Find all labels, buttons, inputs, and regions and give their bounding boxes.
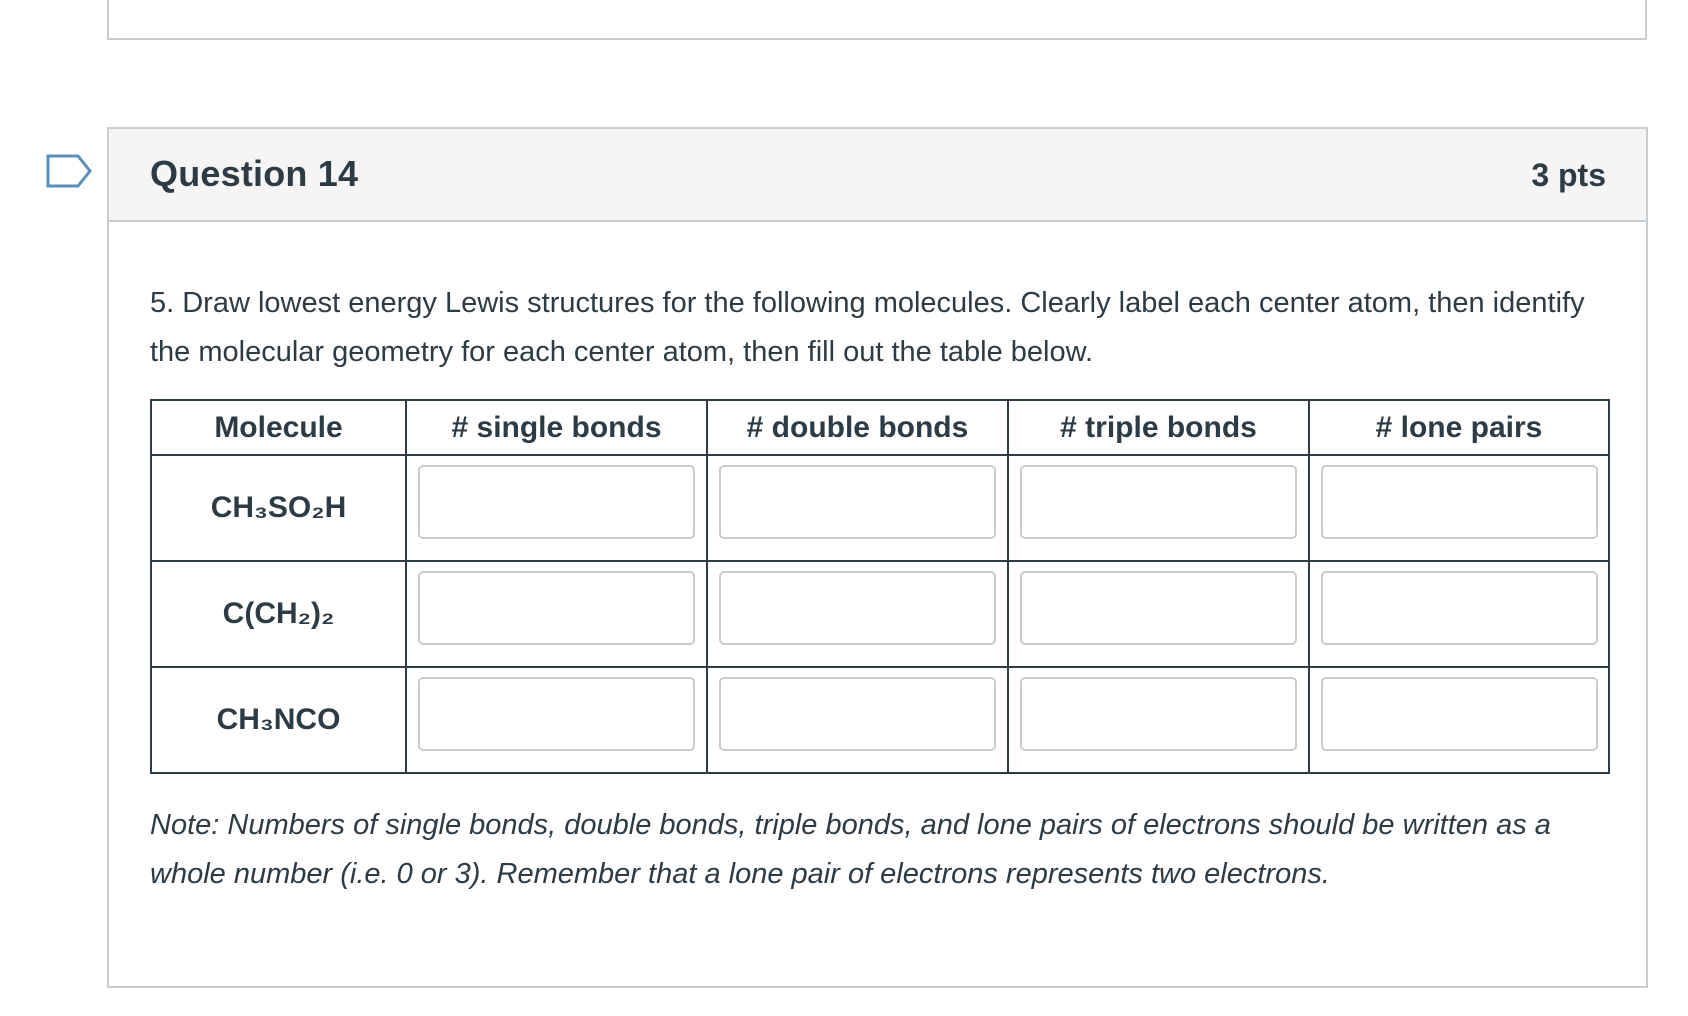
double-bonds-input[interactable]	[719, 677, 996, 751]
table-row	[151, 667, 1609, 773]
triple-bonds-cell	[1008, 667, 1309, 773]
question-points: 3 pts	[1531, 157, 1606, 193]
question-note: Note: Numbers of single bonds, double bonds, triple bonds, and lone pairs of electrons should be written as a whole number (i.e. 0 or 3). Remember that a lone pair of electrons represents two electrons.	[150, 809, 1551, 890]
lone-pairs-input[interactable]	[1321, 677, 1598, 751]
double-bonds-input[interactable]	[719, 571, 996, 645]
previous-question-box	[107, 0, 1647, 40]
molecule-cell: CH₃NCO	[151, 667, 406, 773]
header-molecule: Molecule	[151, 400, 406, 455]
lone-pairs-input[interactable]	[1321, 571, 1598, 645]
question-prompt: 5. Draw lowest energy Lewis structures for the following molecules. Clearly label each center atom, then identify the molecular geometry for each center atom, then fill out the table below.	[150, 287, 1585, 368]
single-bonds-cell	[406, 561, 707, 667]
lone-pairs-cell	[1309, 455, 1609, 561]
single-bonds-cell	[406, 455, 707, 561]
table-row	[151, 561, 1609, 667]
molecule-cell: CH₃SO₂H	[151, 455, 406, 561]
single-bonds-input[interactable]	[418, 571, 695, 645]
lone-pairs-cell	[1309, 561, 1609, 667]
double-bonds-input[interactable]	[719, 465, 996, 539]
answer-table	[150, 399, 1610, 774]
molecule-cell: C(CH₂)₂	[151, 561, 406, 667]
question-title: Question 14	[150, 153, 359, 194]
triple-bonds-input[interactable]	[1020, 571, 1297, 645]
header-lone-pairs: # lone pairs	[1309, 400, 1609, 455]
triple-bonds-cell	[1008, 561, 1309, 667]
triple-bonds-cell	[1008, 455, 1309, 561]
table-header-row	[151, 400, 1609, 455]
double-bonds-cell	[707, 667, 1008, 773]
bookmark-flag-icon[interactable]	[46, 154, 92, 188]
question-header	[109, 129, 1646, 222]
double-bonds-cell	[707, 455, 1008, 561]
double-bonds-cell	[707, 561, 1008, 667]
question-card	[107, 127, 1648, 988]
single-bonds-input[interactable]	[418, 677, 695, 751]
single-bonds-input[interactable]	[418, 465, 695, 539]
header-triple-bonds: # triple bonds	[1008, 400, 1309, 455]
single-bonds-cell	[406, 667, 707, 773]
header-single-bonds: # single bonds	[406, 400, 707, 455]
lone-pairs-cell	[1309, 667, 1609, 773]
lone-pairs-input[interactable]	[1321, 465, 1598, 539]
header-double-bonds: # double bonds	[707, 400, 1008, 455]
table-row	[151, 455, 1609, 561]
triple-bonds-input[interactable]	[1020, 465, 1297, 539]
question-body	[150, 279, 1610, 890]
triple-bonds-input[interactable]	[1020, 677, 1297, 751]
